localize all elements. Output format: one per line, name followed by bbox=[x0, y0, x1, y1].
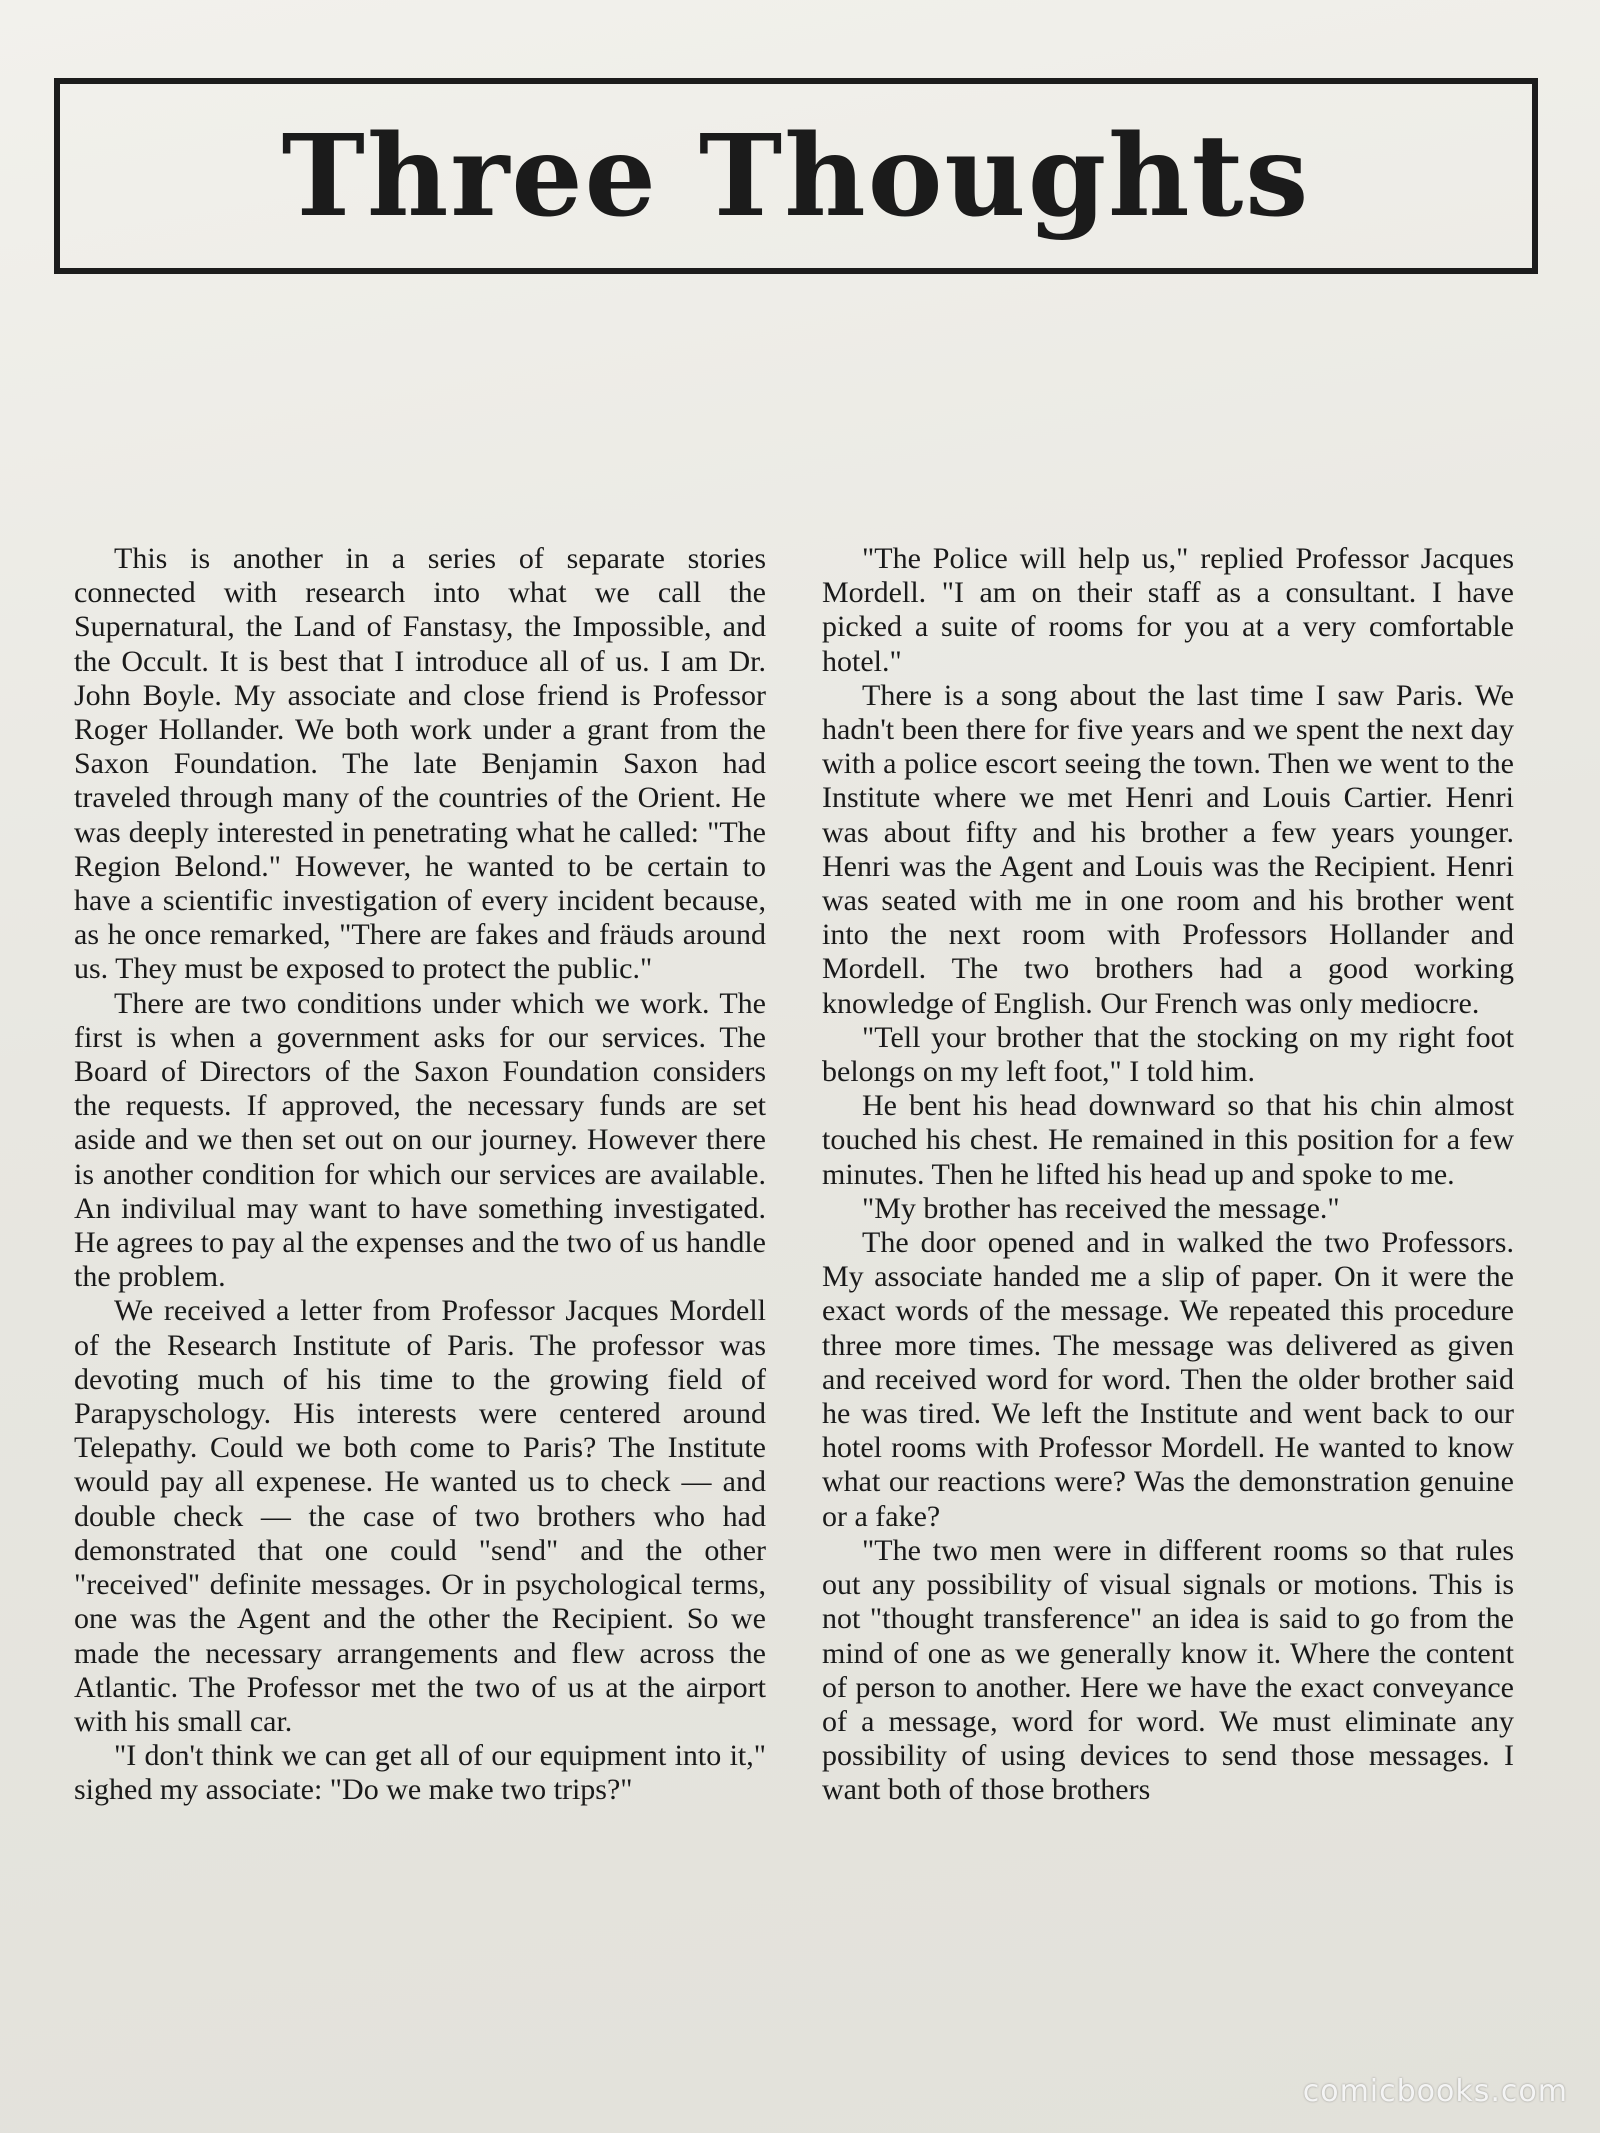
paragraph: The door opened and in walked the two Professors. My associate handed me a slip of paper. On it were the exact words of the message. We repeated this procedure three more times. The message was delivered as given and received word for word. Then the older brother said he was tired. We left the Institute and went back to our hotel rooms with Professor Mordell. He wanted to know what our reactions were? Was the demonstration genuine or a fake? bbox=[822, 1226, 1514, 1533]
story-title: Three Thoughts bbox=[281, 110, 1311, 242]
paragraph: We received a letter from Professor Jacques Mordell of the Research Institute of Paris. The professor was devoting much of his time to the growing field of Parapyschology. His interests were centered around Telepathy. Could we both come to Paris? The Institute would pay all expenese. He wanted us to check — and double check — the case of two brothers who had demonstrated that one could "send" and the other "received" definite messages. Or in psychological terms, one was the Agent and the other the Recipient. So we made the necessary arrangements and flew across the Atlantic. The Professor met the two of us at the airport with his small car. bbox=[74, 1294, 766, 1738]
paragraph: There is a song about the last time I saw Paris. We hadn't been there for five years and we spent the next day with a police escort seeing the town. Then we went to the Institute where we met Henri and Louis Cartier. Henri was about fifty and his brother a few years younger. Henri was the Agent and Louis was the Recipient. Henri was seated with me in one room and his brother went into the next room with Professors Hollander and Mordell. The two brothers had a good working knowledge of English. Our French was only mediocre. bbox=[822, 678, 1514, 1020]
left-column bbox=[74, 542, 766, 2052]
paragraph: He bent his head downward so that his chin almost touched his chest. He remained in this position for a few minutes. Then he lifted his head up and spoke to me. bbox=[822, 1089, 1514, 1191]
paragraph: "Tell your brother that the stocking on my right foot belongs on my left foot," I told him. bbox=[822, 1020, 1514, 1089]
paragraph: "The Police will help us," replied Professor Jacques Mordell. "I am on their staff as a consultant. I have picked a suite of rooms for you at a very comfortable hotel." bbox=[822, 542, 1514, 678]
paragraph: "My brother has received the message." bbox=[862, 1191, 1340, 1225]
paragraph: "The two men were in different rooms so that rules out any possibility of visual signals or motions. This is not "thought transference" an idea is said to go from the mind of one as we generally know it. Where the content of person to another. Here we have the exact conveyance of a message, word for word. We must eliminate any possibility of using devices to send those messages. I want both of those brothers bbox=[822, 1533, 1514, 1807]
right-column bbox=[822, 542, 1514, 2052]
paragraph: There are two conditions under which we work. The first is when a government asks for our services. The Board of Directors of the Saxon Foundation considers the requests. If approved, the necessary funds are set aside and we then set out on our journey. However there is another condition for which our services are available. An indivilual may want to have something investigated. He agrees to pay al the expenses and the two of us handle the problem. bbox=[74, 986, 766, 1294]
paragraph: This is another in a series of separate stories connected with research into what we call the Supernatural, the Land of Fanstasy, the Impossible, and the Occult. It is best that I introduce all of us. I am Dr. John Boyle. My associate and close friend is Professor Roger Hollander. We both work under a grant from the Saxon Foundation. The late Benjamin Saxon had traveled through many of the countries of the Orient. He was deeply interested in penetrating what he called: "The Region Belond." However, he wanted to be certain to have a scientific investigation of every incident because, as he once remarked, "There are fakes and fräuds around us. They must be exposed to protect the public." bbox=[74, 542, 766, 986]
site-watermark: comicbooks.com bbox=[1302, 2074, 1568, 2109]
title-frame bbox=[54, 78, 1538, 274]
paragraph: "I don't think we can get all of our equipment into it," sighed my associate: "Do we make two trips?" bbox=[74, 1739, 766, 1807]
